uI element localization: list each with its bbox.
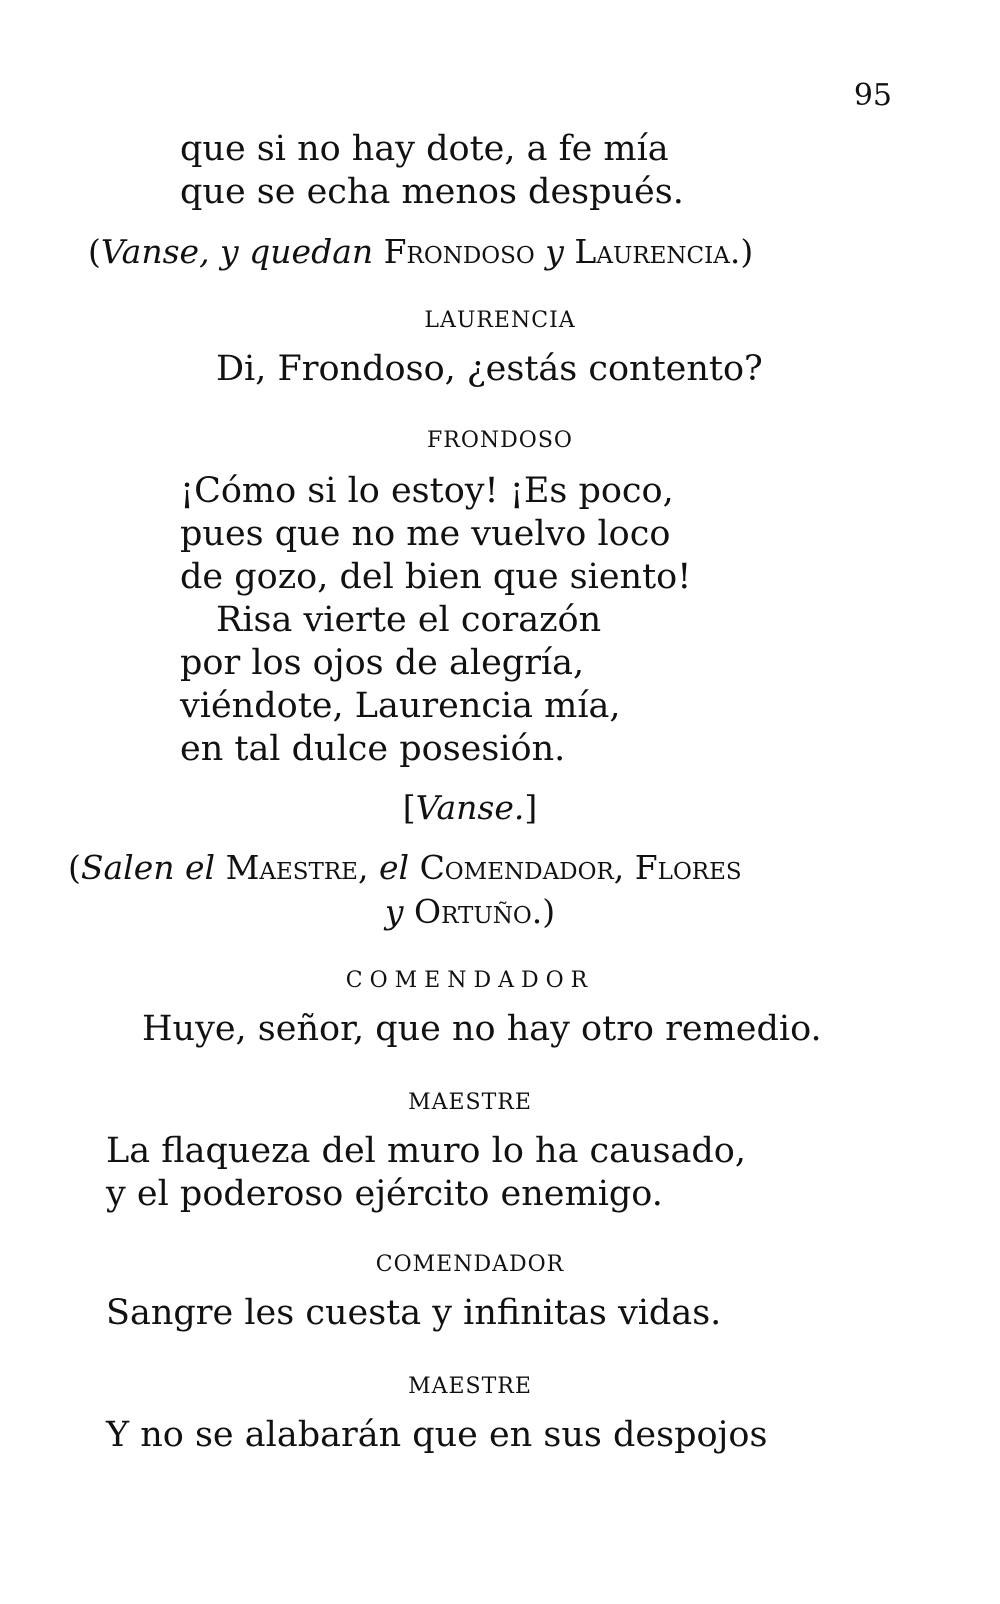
character-name: Laurencia bbox=[574, 232, 730, 271]
stage-direction-continued bbox=[0, 890, 970, 933]
stage-paren-open: ( bbox=[68, 848, 81, 887]
stage-paren-close: .) bbox=[729, 232, 754, 271]
speaker-name: MAESTRE bbox=[408, 1374, 532, 1399]
verse-line: Risa vierte el corazón bbox=[216, 600, 602, 640]
stage-comma: , bbox=[357, 848, 379, 887]
stage-text: y bbox=[384, 892, 404, 931]
speaker-name: MAESTRE bbox=[408, 1090, 532, 1115]
verse-line: Sangre les cuesta y infinitas vidas. bbox=[106, 1293, 722, 1333]
verse-line: en tal dulce posesión. bbox=[180, 729, 566, 769]
character-name: Frondoso bbox=[383, 232, 535, 271]
speaker-name: COMENDADOR bbox=[375, 1252, 565, 1277]
stage-text: Salen el bbox=[80, 848, 216, 887]
character-name: Comendador bbox=[419, 848, 614, 887]
speaker-name: LAURENCIA bbox=[424, 308, 576, 333]
speaker-name: FRONDOSO bbox=[427, 428, 573, 453]
character-name: Ortuño bbox=[414, 892, 532, 931]
character-name: Flores bbox=[634, 848, 742, 887]
verse-line: Huye, señor, que no hay otro remedio. bbox=[142, 1009, 822, 1049]
stage-bracket-open: [ bbox=[402, 788, 416, 827]
stage-paren-close: .) bbox=[531, 892, 556, 931]
verse-line: La flaqueza del muro lo ha causado, bbox=[106, 1131, 746, 1171]
page-number: 95 bbox=[853, 78, 892, 113]
stage-comma: , bbox=[613, 848, 635, 887]
verse-line: de gozo, del bien que siento! bbox=[180, 557, 692, 597]
stage-paren-open: ( bbox=[88, 232, 101, 271]
stage-text: Vanse, y quedan bbox=[100, 232, 374, 271]
verse-line: viéndote, Laurencia mía, bbox=[180, 686, 621, 726]
verse-line: Di, Frondoso, ¿estás contento? bbox=[216, 349, 763, 389]
verse-line: que se echa menos después. bbox=[180, 172, 684, 212]
stage-direction bbox=[68, 846, 742, 889]
verse-line: por los ojos de alegría, bbox=[180, 643, 585, 683]
verse-line: ¡Cómo si lo estoy! ¡Es poco, bbox=[180, 471, 674, 511]
stage-direction bbox=[88, 230, 753, 273]
stage-text: Vanse. bbox=[415, 788, 525, 827]
character-name: Maestre bbox=[225, 848, 358, 887]
stage-text: el bbox=[378, 848, 410, 887]
speaker-name: COMENDADOR bbox=[345, 968, 595, 993]
stage-direction bbox=[0, 786, 970, 829]
verse-line: que si no hay dote, a fe mía bbox=[180, 129, 669, 169]
stage-text: y bbox=[545, 232, 564, 271]
verse-line: pues que no me vuelvo loco bbox=[180, 514, 671, 554]
verse-line: y el poderoso ejército enemigo. bbox=[106, 1174, 663, 1214]
stage-bracket-close: ] bbox=[524, 788, 538, 827]
verse-line: Y no se alabarán que en sus despojos bbox=[106, 1415, 768, 1455]
